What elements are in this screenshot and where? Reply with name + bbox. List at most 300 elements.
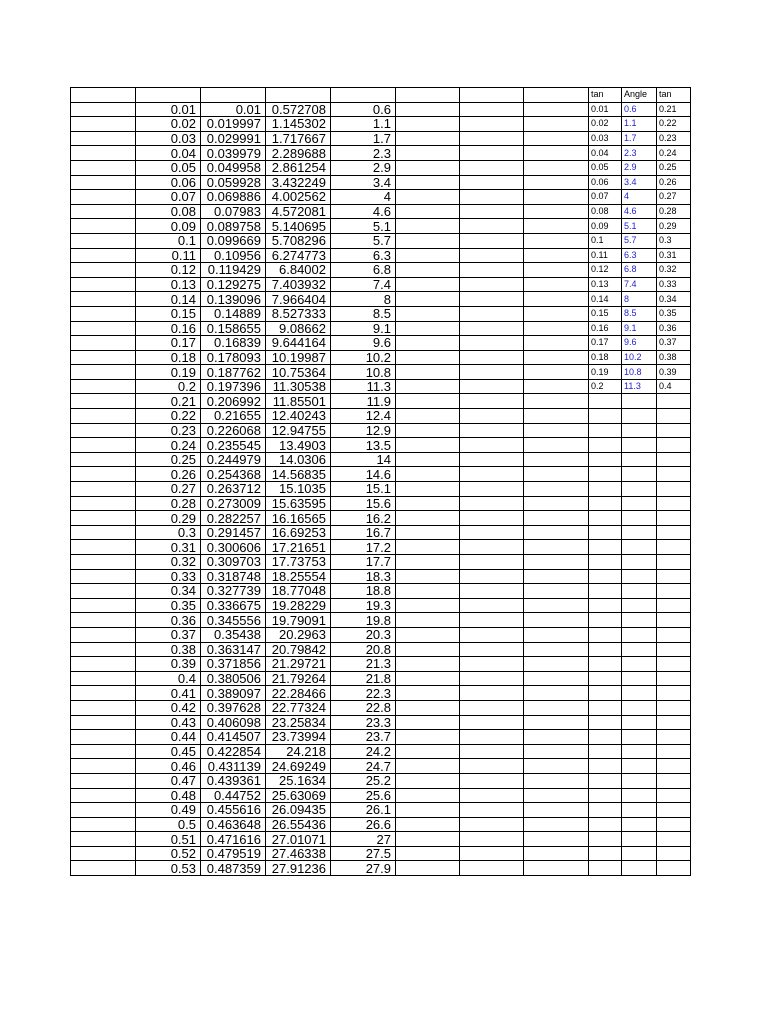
cell-empty[interactable] [136,88,201,103]
cell-empty[interactable] [524,292,589,307]
cell-empty[interactable] [396,321,460,336]
cell-radians[interactable]: 0.422854 [201,744,266,759]
cell-degrees[interactable]: 20.79842 [266,642,331,657]
cell-tan-value[interactable]: 0.48 [136,788,201,803]
cell-empty[interactable] [71,336,136,351]
cell-empty[interactable] [396,336,460,351]
cell-angle-rounded[interactable]: 25.6 [331,788,396,803]
cell-empty[interactable] [71,146,136,161]
cell-empty[interactable] [589,832,622,847]
cell-empty[interactable] [71,350,136,365]
cell-radians[interactable]: 0.178093 [201,350,266,365]
cell-radians[interactable]: 0.327739 [201,584,266,599]
cell-empty[interactable] [657,671,691,686]
cell-radians[interactable]: 0.291457 [201,525,266,540]
side-cell-tan[interactable]: 0.14 [589,292,622,307]
cell-empty[interactable] [71,525,136,540]
cell-degrees[interactable]: 6.84002 [266,263,331,278]
cell-empty[interactable] [524,277,589,292]
cell-empty[interactable] [266,88,331,103]
cell-empty[interactable] [460,88,524,103]
cell-tan-value[interactable]: 0.14 [136,292,201,307]
cell-angle-rounded[interactable]: 12.4 [331,409,396,424]
side-cell-tan-2[interactable]: 0.3 [657,233,691,248]
cell-empty[interactable] [622,598,657,613]
cell-empty[interactable] [71,452,136,467]
cell-degrees[interactable]: 23.25834 [266,715,331,730]
cell-angle-rounded[interactable]: 18.8 [331,584,396,599]
cell-degrees[interactable]: 26.09435 [266,803,331,818]
cell-angle-rounded[interactable]: 19.8 [331,613,396,628]
cell-empty[interactable] [524,773,589,788]
cell-empty[interactable] [460,277,524,292]
cell-angle-rounded[interactable]: 11.3 [331,379,396,394]
cell-empty[interactable] [524,190,589,205]
cell-tan-value[interactable]: 0.26 [136,467,201,482]
cell-angle-rounded[interactable]: 27.9 [331,861,396,876]
cell-tan-value[interactable]: 0.33 [136,569,201,584]
cell-empty[interactable] [622,496,657,511]
side-cell-tan[interactable]: 0.09 [589,219,622,234]
cell-empty[interactable] [460,788,524,803]
cell-angle-rounded[interactable]: 19.3 [331,598,396,613]
cell-empty[interactable] [71,817,136,832]
cell-empty[interactable] [657,482,691,497]
cell-empty[interactable] [524,219,589,234]
cell-radians[interactable]: 0.139096 [201,292,266,307]
cell-empty[interactable] [71,773,136,788]
cell-degrees[interactable]: 21.29721 [266,657,331,672]
cell-empty[interactable] [524,306,589,321]
cell-empty[interactable] [396,233,460,248]
cell-empty[interactable] [657,467,691,482]
cell-degrees[interactable]: 2.289688 [266,146,331,161]
cell-degrees[interactable]: 11.30538 [266,379,331,394]
cell-tan-value[interactable]: 0.12 [136,263,201,278]
cell-empty[interactable] [657,759,691,774]
cell-empty[interactable] [396,204,460,219]
cell-empty[interactable] [396,744,460,759]
cell-tan-value[interactable]: 0.32 [136,555,201,570]
cell-degrees[interactable]: 19.79091 [266,613,331,628]
cell-empty[interactable] [524,204,589,219]
cell-empty[interactable] [589,496,622,511]
cell-empty[interactable] [524,88,589,103]
cell-empty[interactable] [622,846,657,861]
cell-tan-value[interactable]: 0.2 [136,379,201,394]
cell-degrees[interactable]: 8.527333 [266,306,331,321]
cell-empty[interactable] [460,452,524,467]
cell-tan-value[interactable]: 0.38 [136,642,201,657]
side-cell-tan-2[interactable]: 0.32 [657,263,691,278]
cell-tan-value[interactable]: 0.13 [136,277,201,292]
cell-tan-value[interactable]: 0.15 [136,306,201,321]
cell-degrees[interactable]: 2.861254 [266,160,331,175]
cell-empty[interactable] [524,394,589,409]
cell-angle-rounded[interactable]: 14 [331,452,396,467]
cell-empty[interactable] [396,598,460,613]
cell-empty[interactable] [589,482,622,497]
side-cell-angle[interactable]: 6.8 [622,263,657,278]
cell-angle-rounded[interactable]: 24.7 [331,759,396,774]
cell-angle-rounded[interactable]: 13.5 [331,438,396,453]
cell-empty[interactable] [396,88,460,103]
cell-empty[interactable] [396,277,460,292]
cell-empty[interactable] [460,744,524,759]
cell-degrees[interactable]: 16.69253 [266,525,331,540]
cell-empty[interactable] [589,642,622,657]
cell-empty[interactable] [622,555,657,570]
cell-empty[interactable] [71,759,136,774]
cell-empty[interactable] [460,292,524,307]
cell-empty[interactable] [524,759,589,774]
cell-empty[interactable] [396,759,460,774]
cell-empty[interactable] [71,321,136,336]
cell-tan-value[interactable]: 0.03 [136,131,201,146]
cell-empty[interactable] [71,511,136,526]
cell-empty[interactable] [524,686,589,701]
cell-empty[interactable] [396,117,460,132]
cell-degrees[interactable]: 5.140695 [266,219,331,234]
cell-empty[interactable] [396,350,460,365]
cell-empty[interactable] [460,715,524,730]
cell-empty[interactable] [71,292,136,307]
cell-tan-value[interactable]: 0.34 [136,584,201,599]
cell-empty[interactable] [589,598,622,613]
cell-empty[interactable] [589,773,622,788]
cell-empty[interactable] [396,715,460,730]
cell-empty[interactable] [589,540,622,555]
cell-empty[interactable] [396,584,460,599]
cell-angle-rounded[interactable]: 18.3 [331,569,396,584]
cell-empty[interactable] [589,467,622,482]
side-cell-angle[interactable]: 2.3 [622,146,657,161]
cell-radians[interactable]: 0.059928 [201,175,266,190]
cell-degrees[interactable]: 24.218 [266,744,331,759]
cell-empty[interactable] [460,175,524,190]
cell-angle-rounded[interactable]: 3.4 [331,175,396,190]
cell-angle-rounded[interactable]: 5.1 [331,219,396,234]
side-cell-tan[interactable]: 0.04 [589,146,622,161]
cell-empty[interactable] [396,365,460,380]
cell-tan-value[interactable]: 0.02 [136,117,201,132]
cell-empty[interactable] [460,409,524,424]
cell-empty[interactable] [71,365,136,380]
cell-degrees[interactable]: 14.56835 [266,467,331,482]
cell-empty[interactable] [460,511,524,526]
side-cell-tan[interactable]: 0.19 [589,365,622,380]
cell-radians[interactable]: 0.35438 [201,627,266,642]
cell-empty[interactable] [71,423,136,438]
cell-empty[interactable] [396,788,460,803]
cell-empty[interactable] [460,525,524,540]
side-cell-tan[interactable]: 0.08 [589,204,622,219]
cell-empty[interactable] [460,671,524,686]
side-cell-tan-2[interactable]: 0.39 [657,365,691,380]
side-cell-angle[interactable]: 9.6 [622,336,657,351]
cell-tan-value[interactable]: 0.47 [136,773,201,788]
side-cell-angle[interactable]: 6.3 [622,248,657,263]
cell-radians[interactable]: 0.363147 [201,642,266,657]
cell-degrees[interactable]: 27.01071 [266,832,331,847]
cell-empty[interactable] [622,627,657,642]
cell-empty[interactable] [460,555,524,570]
cell-radians[interactable]: 0.318748 [201,569,266,584]
cell-angle-rounded[interactable]: 10.2 [331,350,396,365]
cell-degrees[interactable]: 25.63069 [266,788,331,803]
cell-empty[interactable] [524,730,589,745]
cell-empty[interactable] [396,773,460,788]
cell-empty[interactable] [460,102,524,117]
cell-radians[interactable]: 0.158655 [201,321,266,336]
cell-empty[interactable] [657,744,691,759]
cell-empty[interactable] [71,175,136,190]
cell-angle-rounded[interactable]: 15.6 [331,496,396,511]
cell-empty[interactable] [622,700,657,715]
cell-empty[interactable] [396,861,460,876]
cell-empty[interactable] [396,569,460,584]
cell-angle-rounded[interactable]: 20.8 [331,642,396,657]
cell-radians[interactable]: 0.235545 [201,438,266,453]
cell-degrees[interactable]: 3.432249 [266,175,331,190]
side-cell-angle[interactable]: 0.6 [622,102,657,117]
cell-degrees[interactable]: 18.25554 [266,569,331,584]
cell-empty[interactable] [589,525,622,540]
cell-radians[interactable]: 0.439361 [201,773,266,788]
side-cell-angle[interactable]: 3.4 [622,175,657,190]
cell-tan-value[interactable]: 0.1 [136,233,201,248]
cell-empty[interactable] [71,540,136,555]
cell-radians[interactable]: 0.282257 [201,511,266,526]
side-cell-tan-2[interactable]: 0.35 [657,306,691,321]
cell-empty[interactable] [622,657,657,672]
side-cell-tan-2[interactable]: 0.26 [657,175,691,190]
cell-degrees[interactable]: 12.40243 [266,409,331,424]
cell-empty[interactable] [71,832,136,847]
cell-empty[interactable] [589,715,622,730]
cell-empty[interactable] [589,846,622,861]
cell-angle-rounded[interactable]: 22.3 [331,686,396,701]
cell-empty[interactable] [657,730,691,745]
cell-empty[interactable] [71,861,136,876]
cell-empty[interactable] [524,117,589,132]
cell-empty[interactable] [622,569,657,584]
cell-tan-value[interactable]: 0.41 [136,686,201,701]
cell-empty[interactable] [622,832,657,847]
cell-angle-rounded[interactable]: 14.6 [331,467,396,482]
cell-empty[interactable] [524,846,589,861]
cell-empty[interactable] [622,759,657,774]
cell-tan-value[interactable]: 0.36 [136,613,201,628]
cell-empty[interactable] [589,423,622,438]
cell-empty[interactable] [396,263,460,278]
cell-empty[interactable] [71,627,136,642]
cell-tan-value[interactable]: 0.09 [136,219,201,234]
cell-empty[interactable] [71,204,136,219]
cell-tan-value[interactable]: 0.39 [136,657,201,672]
cell-angle-rounded[interactable]: 5.7 [331,233,396,248]
cell-empty[interactable] [589,555,622,570]
side-cell-angle[interactable]: 1.1 [622,117,657,132]
cell-degrees[interactable]: 9.644164 [266,336,331,351]
cell-tan-value[interactable]: 0.4 [136,671,201,686]
cell-radians[interactable]: 0.380506 [201,671,266,686]
cell-empty[interactable] [201,88,266,103]
cell-empty[interactable] [396,686,460,701]
side-cell-tan[interactable]: 0.06 [589,175,622,190]
cell-empty[interactable] [589,861,622,876]
side-cell-tan[interactable]: 0.18 [589,350,622,365]
cell-empty[interactable] [396,803,460,818]
cell-tan-value[interactable]: 0.17 [136,336,201,351]
side-cell-tan-2[interactable]: 0.33 [657,277,691,292]
cell-empty[interactable] [622,613,657,628]
cell-angle-rounded[interactable]: 0.6 [331,102,396,117]
cell-empty[interactable] [396,146,460,161]
cell-empty[interactable] [396,642,460,657]
cell-empty[interactable] [589,394,622,409]
cell-radians[interactable]: 0.406098 [201,715,266,730]
cell-empty[interactable] [622,788,657,803]
cell-radians[interactable]: 0.455616 [201,803,266,818]
cell-empty[interactable] [524,160,589,175]
cell-empty[interactable] [71,277,136,292]
side-cell-tan-2[interactable]: 0.31 [657,248,691,263]
cell-empty[interactable] [396,700,460,715]
cell-empty[interactable] [71,88,136,103]
cell-degrees[interactable]: 14.0306 [266,452,331,467]
cell-empty[interactable] [524,657,589,672]
cell-tan-value[interactable]: 0.08 [136,204,201,219]
cell-angle-rounded[interactable]: 17.7 [331,555,396,570]
cell-empty[interactable] [396,671,460,686]
cell-empty[interactable] [460,423,524,438]
side-header-tan-2[interactable]: tan [657,88,691,103]
cell-radians[interactable]: 0.14889 [201,306,266,321]
cell-tan-value[interactable]: 0.22 [136,409,201,424]
side-cell-tan[interactable]: 0.13 [589,277,622,292]
cell-empty[interactable] [657,700,691,715]
cell-empty[interactable] [524,700,589,715]
side-cell-tan-2[interactable]: 0.28 [657,204,691,219]
cell-radians[interactable]: 0.099669 [201,233,266,248]
cell-radians[interactable]: 0.21655 [201,409,266,424]
cell-empty[interactable] [622,540,657,555]
side-cell-tan[interactable]: 0.05 [589,160,622,175]
cell-empty[interactable] [657,642,691,657]
cell-tan-value[interactable]: 0.29 [136,511,201,526]
cell-tan-value[interactable]: 0.45 [136,744,201,759]
cell-empty[interactable] [460,263,524,278]
cell-empty[interactable] [622,409,657,424]
cell-empty[interactable] [71,686,136,701]
cell-tan-value[interactable]: 0.31 [136,540,201,555]
cell-empty[interactable] [524,671,589,686]
cell-empty[interactable] [657,861,691,876]
cell-empty[interactable] [524,832,589,847]
cell-empty[interactable] [524,467,589,482]
cell-empty[interactable] [524,365,589,380]
cell-degrees[interactable]: 7.966404 [266,292,331,307]
cell-empty[interactable] [460,117,524,132]
cell-empty[interactable] [71,394,136,409]
cell-empty[interactable] [460,569,524,584]
cell-degrees[interactable]: 0.572708 [266,102,331,117]
cell-tan-value[interactable]: 0.07 [136,190,201,205]
cell-empty[interactable] [524,803,589,818]
cell-tan-value[interactable]: 0.16 [136,321,201,336]
cell-degrees[interactable]: 18.77048 [266,584,331,599]
cell-empty[interactable] [657,540,691,555]
cell-empty[interactable] [396,627,460,642]
cell-empty[interactable] [396,613,460,628]
cell-empty[interactable] [396,409,460,424]
cell-empty[interactable] [524,248,589,263]
cell-empty[interactable] [71,117,136,132]
cell-empty[interactable] [657,555,691,570]
cell-angle-rounded[interactable]: 22.8 [331,700,396,715]
cell-empty[interactable] [396,175,460,190]
cell-empty[interactable] [460,321,524,336]
cell-empty[interactable] [71,160,136,175]
side-cell-angle[interactable]: 11.3 [622,379,657,394]
cell-empty[interactable] [657,803,691,818]
cell-empty[interactable] [589,613,622,628]
cell-empty[interactable] [622,817,657,832]
side-cell-angle[interactable]: 7.4 [622,277,657,292]
cell-empty[interactable] [71,730,136,745]
cell-empty[interactable] [71,715,136,730]
cell-empty[interactable] [460,233,524,248]
cell-empty[interactable] [71,482,136,497]
side-header-tan[interactable]: tan [589,88,622,103]
cell-angle-rounded[interactable]: 15.1 [331,482,396,497]
cell-empty[interactable] [71,306,136,321]
cell-empty[interactable] [622,773,657,788]
cell-empty[interactable] [589,686,622,701]
side-cell-tan[interactable]: 0.17 [589,336,622,351]
cell-empty[interactable] [396,452,460,467]
cell-radians[interactable]: 0.431139 [201,759,266,774]
cell-empty[interactable] [71,788,136,803]
cell-tan-value[interactable]: 0.51 [136,832,201,847]
cell-empty[interactable] [524,861,589,876]
cell-angle-rounded[interactable]: 21.3 [331,657,396,672]
cell-empty[interactable] [589,803,622,818]
cell-empty[interactable] [657,817,691,832]
cell-empty[interactable] [396,730,460,745]
side-cell-tan-2[interactable]: 0.23 [657,131,691,146]
cell-empty[interactable] [460,204,524,219]
cell-empty[interactable] [460,846,524,861]
cell-angle-rounded[interactable]: 7.4 [331,277,396,292]
cell-degrees[interactable]: 27.91236 [266,861,331,876]
cell-angle-rounded[interactable]: 16.2 [331,511,396,526]
cell-empty[interactable] [524,423,589,438]
side-cell-angle[interactable]: 4 [622,190,657,205]
cell-empty[interactable] [460,642,524,657]
cell-degrees[interactable]: 24.69249 [266,759,331,774]
cell-empty[interactable] [396,379,460,394]
cell-empty[interactable] [657,584,691,599]
side-cell-tan[interactable]: 0.07 [589,190,622,205]
cell-empty[interactable] [460,773,524,788]
cell-empty[interactable] [460,627,524,642]
side-cell-tan-2[interactable]: 0.24 [657,146,691,161]
side-cell-angle[interactable]: 5.1 [622,219,657,234]
cell-empty[interactable] [396,540,460,555]
cell-degrees[interactable]: 25.1634 [266,773,331,788]
